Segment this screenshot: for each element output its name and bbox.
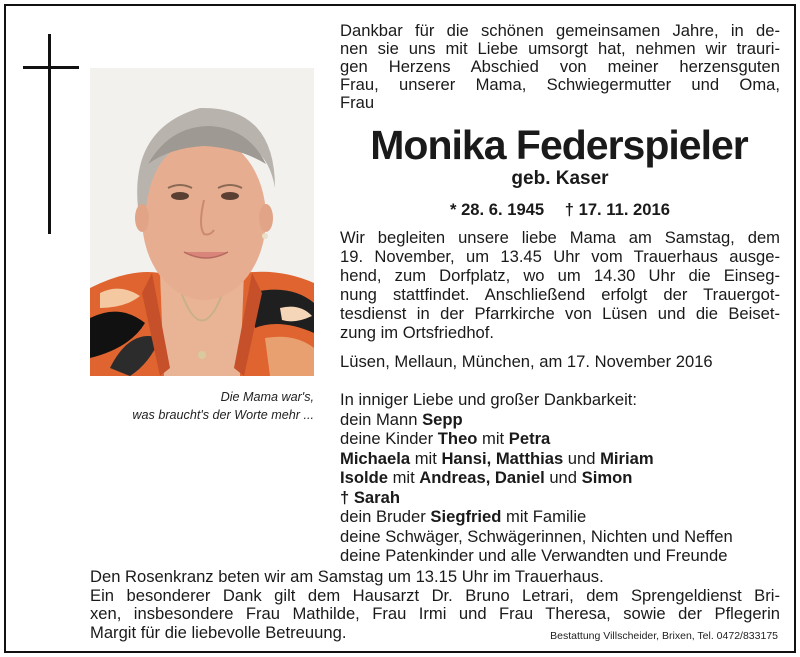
life-dates bbox=[340, 200, 780, 220]
mourner-husband: dein Mann Sepp bbox=[340, 409, 463, 429]
birth-date: * 28. 6. 1945 bbox=[450, 200, 545, 219]
intro-line: Dankbar für die schönen gemeinsamen Jahre, in de- bbox=[340, 21, 780, 40]
cross-vertical-beam bbox=[48, 34, 51, 234]
mourner-inlaws: deine Schwäger, Schwägerinnen, Nichten und Neffen bbox=[340, 526, 733, 546]
death-date: † 17. 11. 2016 bbox=[564, 200, 670, 219]
place-date: Lüsen, Mellaun, München, am 17. November 2016 bbox=[340, 352, 713, 371]
funeral-line: hend, zum Dorfplatz, wo um 14.30 Uhr die Einseg- bbox=[340, 266, 780, 285]
mourner-children: deine Kinder Theo mit Petra bbox=[340, 429, 551, 448]
intro-line: Frau bbox=[340, 93, 375, 112]
mourner-brother: dein Bruder Siegfried mit Familie bbox=[340, 507, 587, 526]
mourner-child-family: Michaela mit Hansi, Matthias und Miriam bbox=[340, 448, 654, 468]
intro-line: gen Herzens Abschied von meiner herzensguten bbox=[340, 57, 780, 76]
cross-horizontal-beam bbox=[23, 66, 79, 69]
mourner-deceased-child: † Sarah bbox=[340, 487, 400, 507]
funeral-line: Wir begleiten unsere liebe Mama am Samstag, dem bbox=[340, 228, 780, 247]
funeral-line: tesdienst in der Pfarrkirche von Lüsen und die Beiset- bbox=[340, 304, 780, 323]
mourners-list bbox=[340, 390, 780, 566]
funeral-paragraph bbox=[340, 228, 780, 342]
funeral-line: nung stattfindet. Anschließend erfolgt der Trauergot- bbox=[340, 285, 780, 304]
maiden-name: geb. Kaser bbox=[511, 168, 609, 189]
portrait-photo bbox=[90, 68, 314, 376]
closing-line: xen, insbesondere Frau Mathilde, Frau Irmi und Frau Theresa, sowie der Pflegerin bbox=[90, 604, 780, 623]
deceased-name: Monika Federspieler bbox=[370, 122, 748, 168]
mourners-intro: In inniger Liebe und großer Dankbarkeit: bbox=[340, 390, 638, 409]
intro-paragraph bbox=[340, 22, 780, 112]
photo-caption bbox=[80, 388, 314, 424]
funeral-line: 19. November, um 13.45 Uhr vom Trauerhaus ausge- bbox=[340, 247, 780, 266]
funeral-home-credit: Bestattung Villscheider, Brixen, Tel. 0472/833175 bbox=[550, 630, 778, 642]
mourner-child-family: Isolde mit Andreas, Daniel und Simon bbox=[340, 468, 633, 487]
caption-line: Die Mama war's, bbox=[220, 390, 314, 404]
closing-line: Ein besonderer Dank gilt dem Hausarzt Dr. Bruno Letrari, dem Sprengeldienst Bri- bbox=[90, 585, 780, 605]
intro-line: nen sie uns mit Liebe umsorgt hat, nehmen wir trauri- bbox=[340, 39, 780, 58]
closing-line: Den Rosenkranz beten wir am Samstag um 13.15 Uhr im Trauerhaus. bbox=[90, 567, 604, 586]
funeral-line: zung im Ortsfriedhof. bbox=[340, 323, 495, 342]
mourner-godchildren: deine Patenkinder und alle Verwandten und Freunde bbox=[340, 546, 728, 565]
closing-line: Margit für die liebevolle Betreuung. bbox=[90, 622, 347, 642]
intro-line: Frau, unserer Mama, Schwiegermutter und Oma, bbox=[340, 75, 780, 94]
caption-line: was braucht's der Worte mehr ... bbox=[132, 408, 314, 422]
